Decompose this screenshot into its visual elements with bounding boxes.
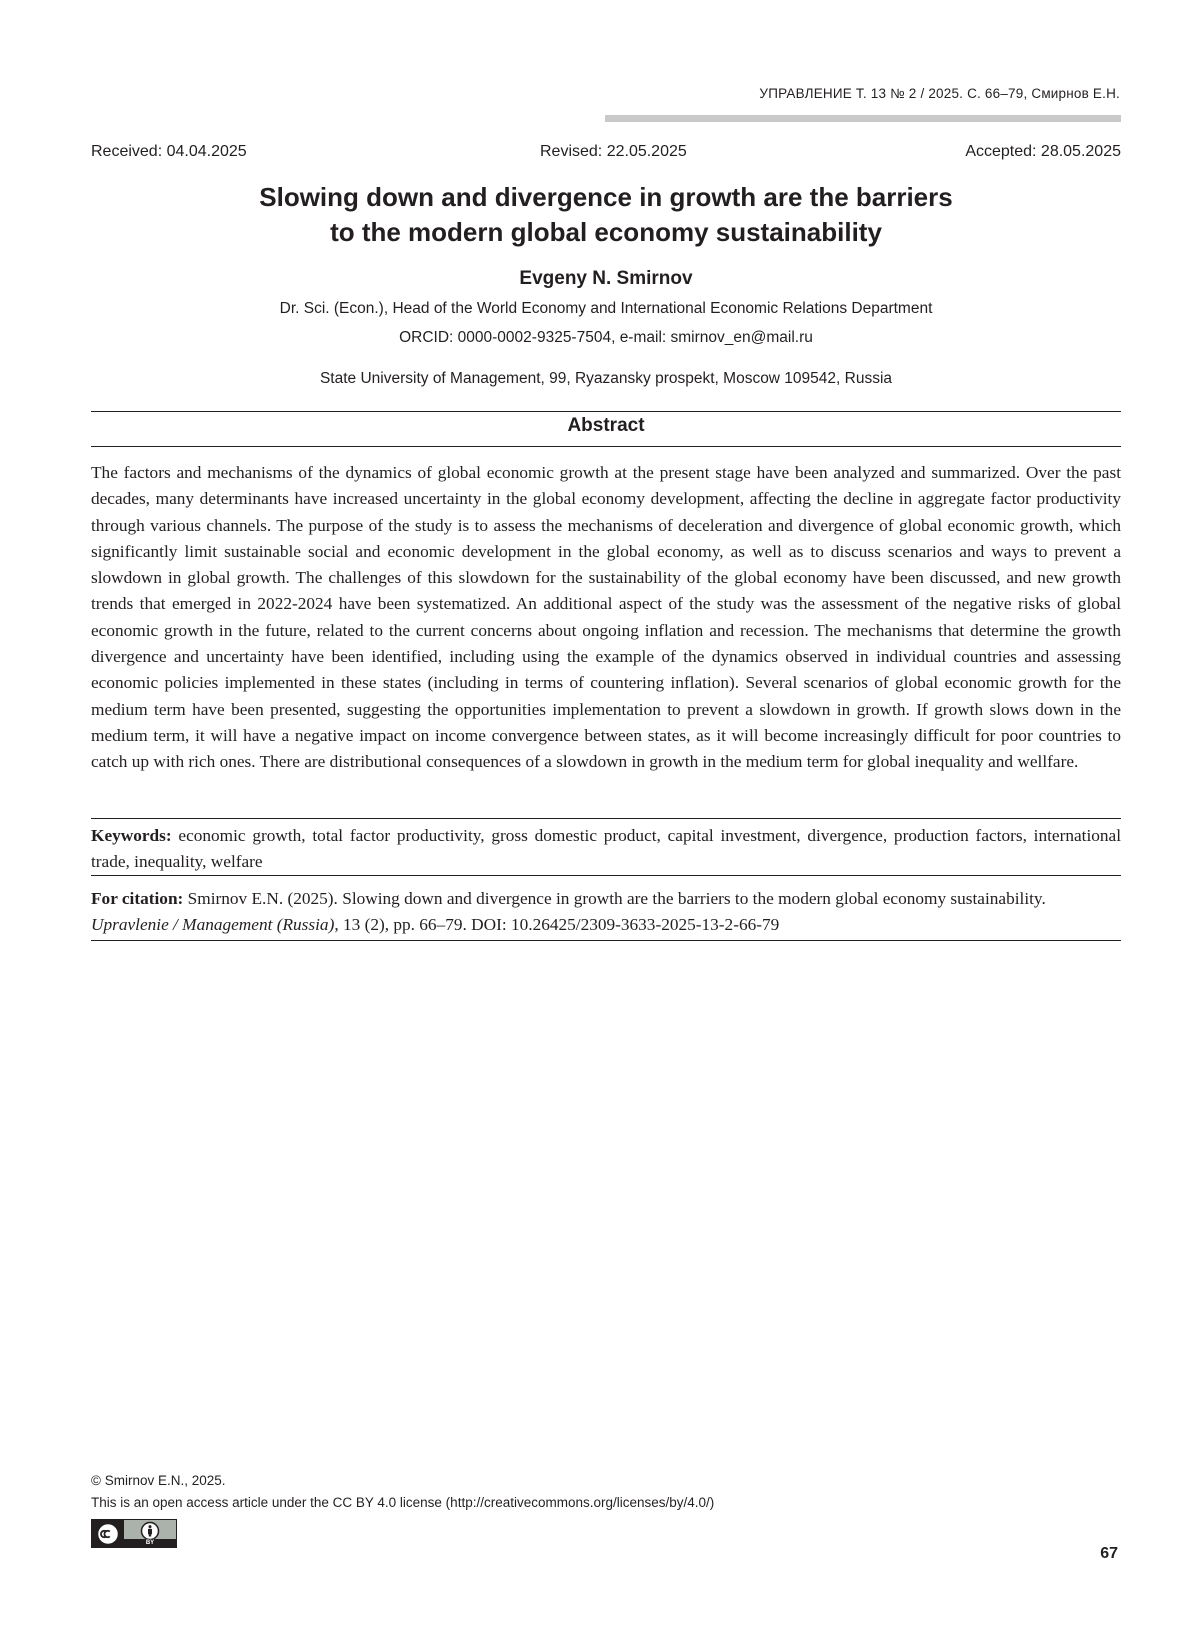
article-title [91,180,1121,250]
divider [91,940,1121,941]
accepted-date: Accepted: 28.05.2025 [965,143,1121,160]
abstract-heading: Abstract [567,415,645,436]
author-affiliation: State University of Management, 99, Ryazansky prospekt, Moscow 109542, Russia [319,370,893,387]
page-number: 67 [1100,1545,1118,1562]
article-dates [91,143,1121,163]
article-title-line-2: to the modern global economy sustainability [330,217,882,247]
received-date: Received: 04.04.2025 [91,143,247,160]
cc-icon [92,1520,124,1547]
license-text: This is an open access article under the CC BY 4.0 license (http://creativecommons.org/licenses/by/4.0/) [91,1495,715,1510]
author-degree: Dr. Sci. (Econ.), Head of the World Economy and International Economic Relations Department [279,300,933,317]
attribution-icon [140,1521,160,1541]
divider [91,818,1121,819]
divider [91,875,1121,876]
keywords-text: economic growth, total factor productivity, gross domestic product, capital investment, divergence, production factors, international trade, inequality, welfare [91,826,1121,871]
author-orcid-email: ORCID: 0000-0002-9325-7504, e-mail: smirnov_en@mail.ru [399,329,813,346]
article-title-line-1: Slowing down and divergence in growth are the barriers [259,182,953,212]
keywords-label: Keywords: [91,826,172,845]
running-head: УПРАВЛЕНИЕ Т. 13 № 2 / 2025. С. 66–79, Смирнов Е.Н. [759,86,1120,101]
citation-label: For citation: [91,889,184,908]
divider [91,411,1121,412]
cc-by-section [124,1520,176,1547]
citation-details: , 13 (2), pp. 66–79. DOI: 10.26425/2309-3633-2025-13-2-66-79 [334,915,780,934]
citation-journal: Upravlenie / Management (Russia) [91,915,335,934]
divider [91,446,1121,447]
header-bar [605,115,1121,122]
copyright: © Smirnov E.N., 2025. [91,1473,226,1488]
keywords [91,823,1121,875]
citation [91,886,1121,938]
author-name: Evgeny N. Smirnov [519,268,693,289]
revised-date: Revised: 22.05.2025 [540,143,687,160]
citation-text: Smirnov E.N. (2025). Slowing down and divergence in growth are the barriers to the modern global economy sustainability. [187,889,1046,908]
cc-by-label: BY [124,1539,176,1547]
abstract-text: The factors and mechanisms of the dynamics of global economic growth at the present stage have been analyzed and summarized. Over the past decades, many determinants have increased uncertainty in the global economy development, affecting the decline in aggregate factor productivity through various channels. The purpose of the study is to assess the mechanisms of deceleration and divergence of global economic growth, which significantly limit sustainable social and economic development in the global economy, as well as to discuss scenarios and ways to prevent a slowdown in global growth. The challenges of this slowdown for the sustainability of the global economy have been discussed, and new growth trends that emerged in 2022-2024 have been systematized. An additional aspect of the study was the assessment of the negative risks of global economic growth in the future, related to the current concerns about ongoing inflation and recession. The mechanisms that determine the growth divergence and uncertainty have been identified, including using the example of the dynamics observed in individual countries and assessing economic policies implemented in these states (including in terms of countering inflation). Several scenarios of global economic growth for the medium term have been presented, suggesting the opportunities implementation to prevent a slowdown in growth. If growth slows down in the medium term, it will have a negative impact on income convergence between states, as it will become increasingly difficult for poor countries to catch up with rich ones. There are distributional consequences of a slowdown in growth in the medium term for global inequality and wellfare. [91,463,1121,772]
cc-by-license-badge [91,1519,177,1548]
